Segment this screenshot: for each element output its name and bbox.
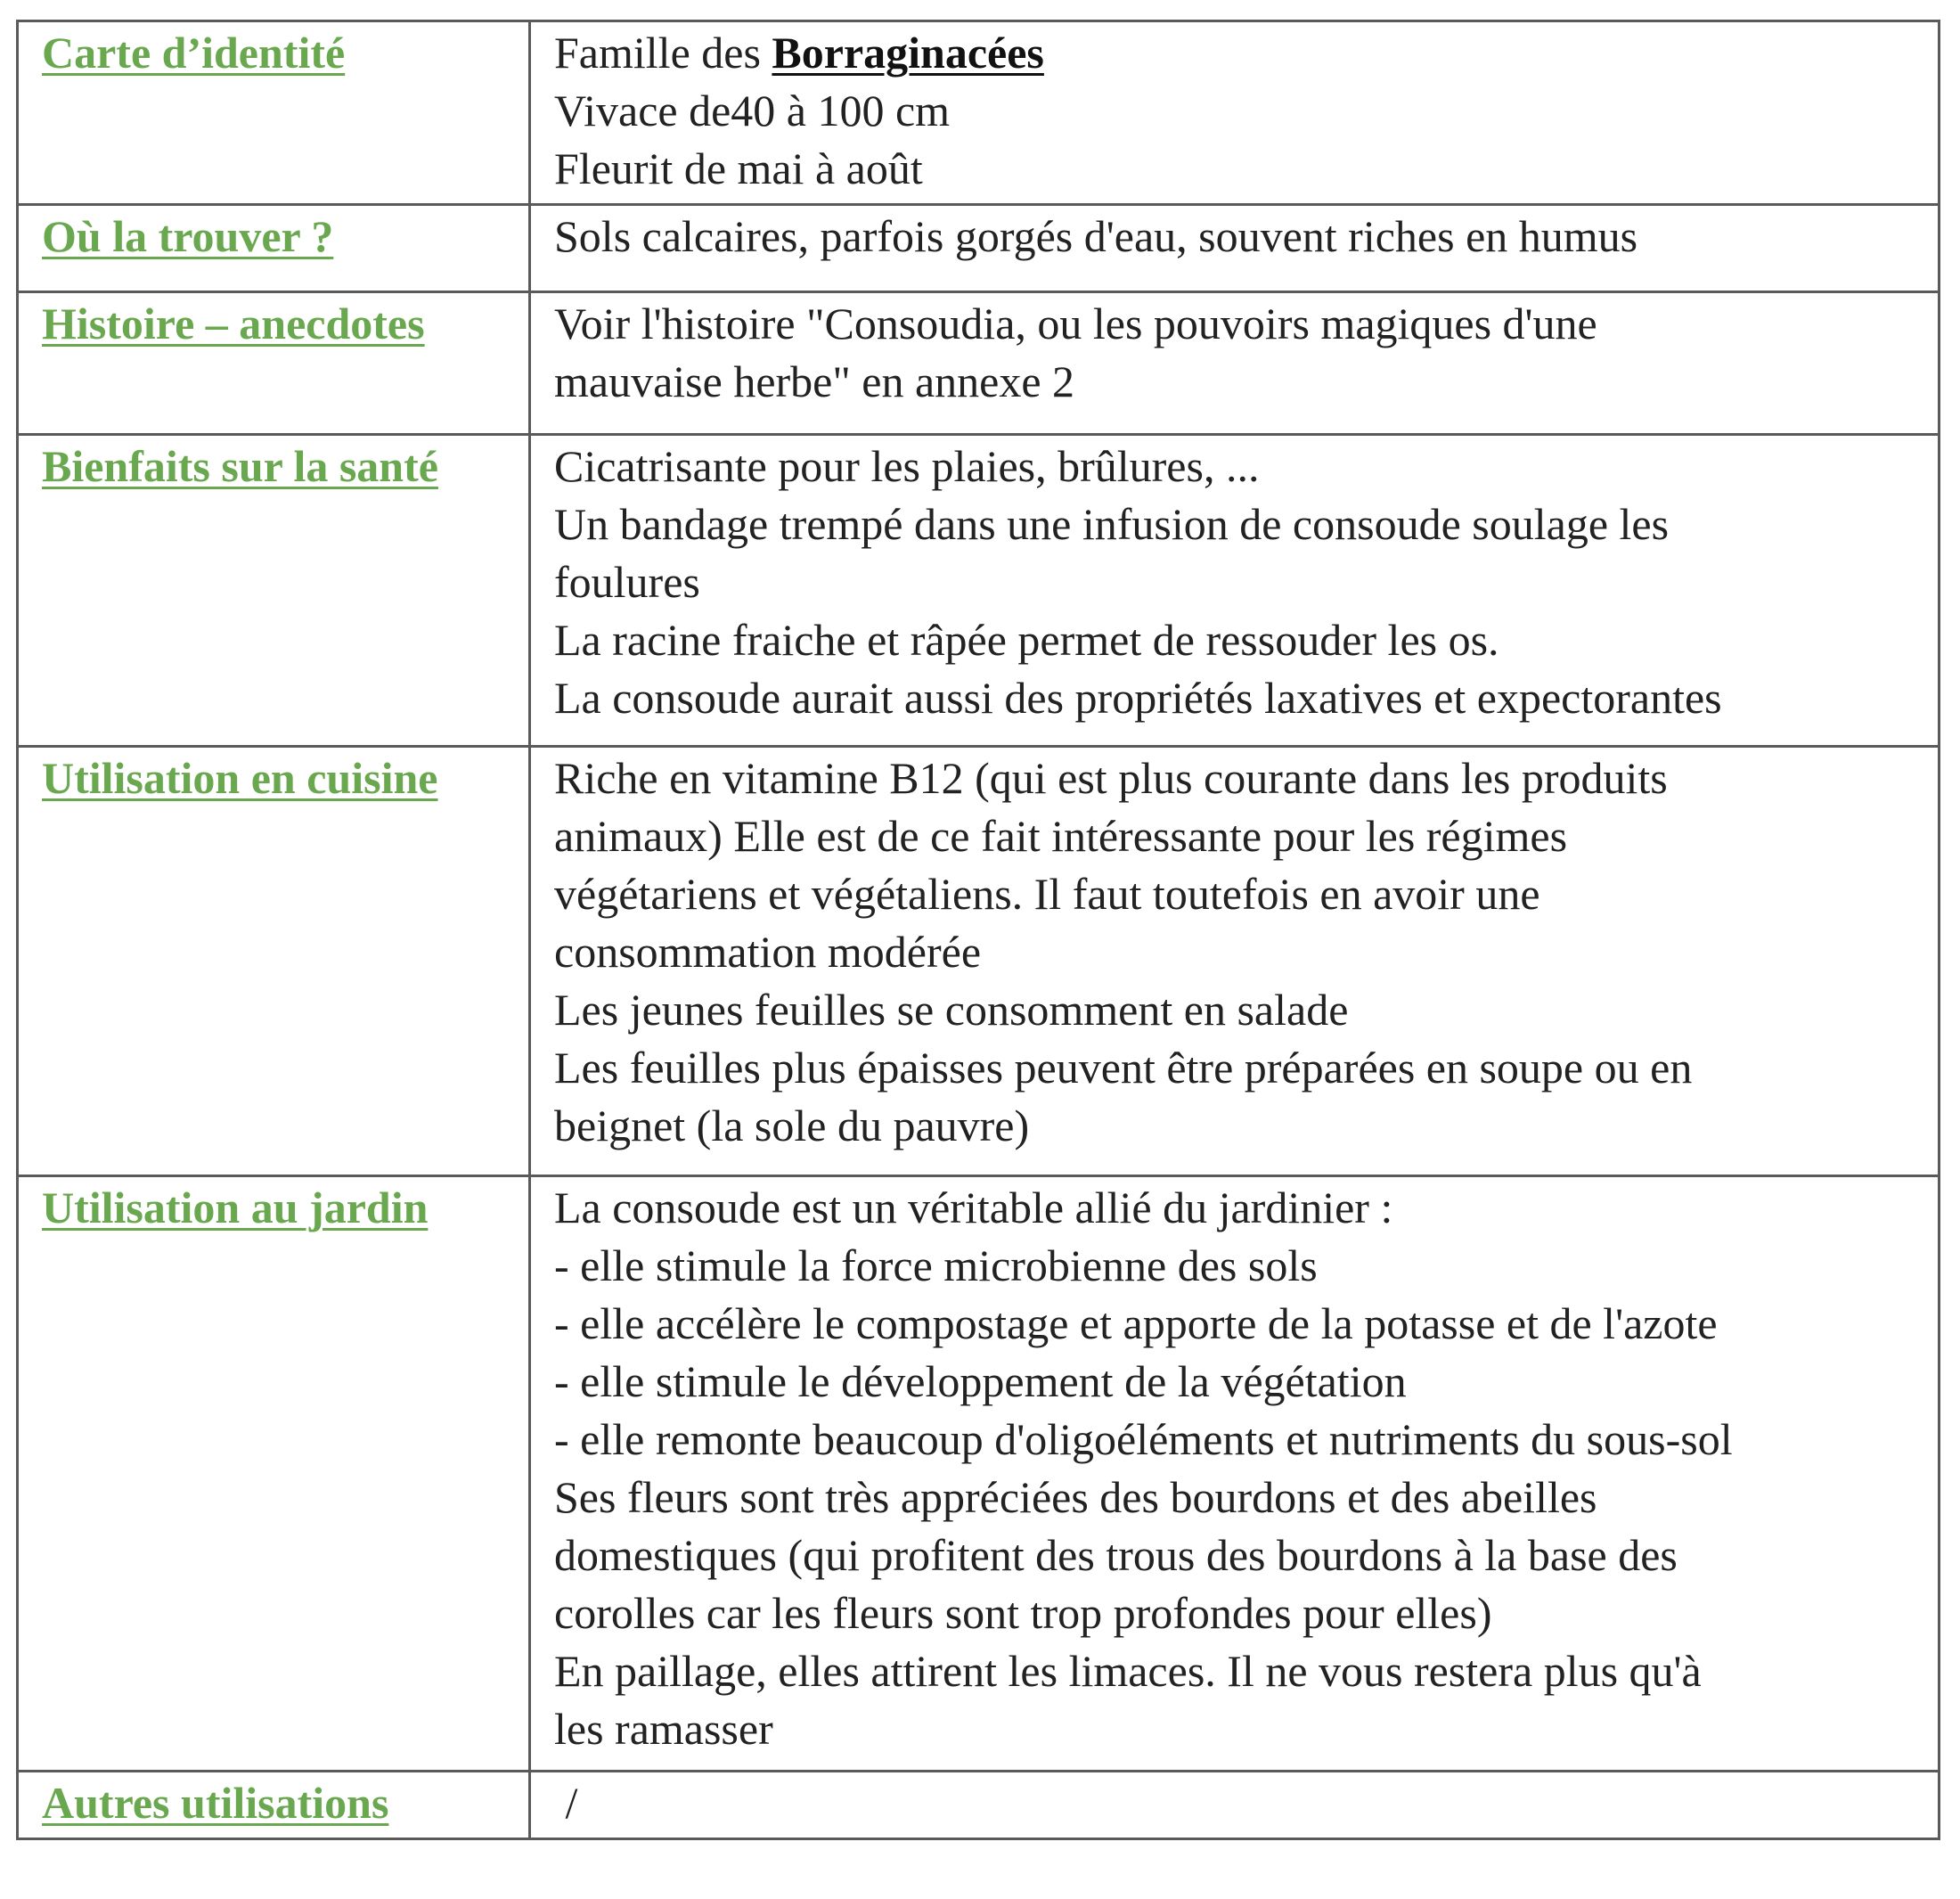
row-label: Autres utilisations: [42, 1778, 389, 1828]
row-label-cell: [18, 21, 530, 205]
row-content-cell: [530, 21, 1940, 205]
content-line: Ses fleurs sont très appréciées des bourdons et des abeilles: [554, 1472, 1597, 1522]
content-line: mauvaise herbe" en annexe 2: [554, 356, 1075, 406]
table-row: [18, 292, 1940, 435]
content-line: Cicatrisante pour les plaies, brûlures, ...: [554, 441, 1260, 491]
content-line: Vivace de40 à 100 cm: [554, 86, 951, 135]
table-body: [18, 21, 1940, 1839]
row-label-cell: [18, 747, 530, 1176]
row-content-cell: [530, 435, 1940, 747]
table-row: [18, 435, 1940, 747]
row-label: Bienfaits sur la santé: [42, 441, 438, 491]
content-line: - elle stimule la force microbienne des sols: [554, 1240, 1318, 1290]
content-line: domestiques (qui profitent des trous des bourdons à la base des: [554, 1530, 1678, 1580]
row-content-cell: [530, 1772, 1940, 1839]
row-label-cell: [18, 292, 530, 435]
row-content-cell: [530, 1176, 1940, 1772]
table-row: [18, 747, 1940, 1176]
content-line: /: [554, 1778, 578, 1828]
content-line: Un bandage trempé dans une infusion de consoude soulage les: [554, 499, 1670, 549]
row-label: Carte d’identité: [42, 28, 346, 78]
table-row: [18, 21, 1940, 205]
content-line: La consoude aurait aussi des propriétés laxatives et expectorantes: [554, 673, 1722, 723]
row-label-cell: [18, 1176, 530, 1772]
content-line: animaux) Elle est de ce fait intéressante pour les régimes: [554, 811, 1568, 861]
row-label-cell: [18, 205, 530, 292]
content-line: Sols calcaires, parfois gorgés d'eau, souvent riches en humus: [554, 211, 1638, 261]
content-line: Les feuilles plus épaisses peuvent être préparées en soupe ou en: [554, 1043, 1693, 1093]
family-name: Borraginacées: [772, 28, 1044, 78]
table-row: [18, 205, 1940, 292]
row-label: Utilisation en cuisine: [42, 753, 438, 803]
row-label: Où la trouver ?: [42, 211, 334, 261]
row-content-cell: [530, 205, 1940, 292]
content-line: foulures: [554, 557, 700, 607]
content-line: La racine fraiche et râpée permet de ressouder les os.: [554, 615, 1499, 665]
content-line: - elle remonte beaucoup d'oligoéléments et nutriments du sous-sol: [554, 1414, 1733, 1464]
content-line: consommation modérée: [554, 927, 982, 977]
table-row: [18, 1772, 1940, 1839]
content-line: Fleurit de mai à août: [554, 143, 923, 193]
content-line: Les jeunes feuilles se consomment en salade: [554, 985, 1349, 1035]
content-line: - elle stimule le développement de la végétation: [554, 1356, 1407, 1406]
content-line: [554, 24, 1920, 82]
table-row: [18, 1176, 1940, 1772]
content-line: - elle accélère le compostage et apporte de la potasse et de l'azote: [554, 1298, 1718, 1348]
content-line: les ramasser: [554, 1704, 773, 1754]
content-line: En paillage, elles attirent les limaces. Il ne vous restera plus qu'à: [554, 1646, 1702, 1696]
content-line: Voir l'histoire "Consoudia, ou les pouvoirs magiques d'une: [554, 299, 1597, 348]
row-label: Histoire – anecdotes: [42, 299, 425, 348]
row-content-cell: [530, 747, 1940, 1176]
content-line: Riche en vitamine B12 (qui est plus courante dans les produits: [554, 753, 1668, 803]
content-line: La consoude est un véritable allié du jardinier :: [554, 1183, 1393, 1232]
family-prefix: Famille des: [554, 28, 772, 78]
row-label: Utilisation au jardin: [42, 1183, 429, 1232]
row-content-cell: [530, 292, 1940, 435]
row-label-cell: [18, 1772, 530, 1839]
row-label-cell: [18, 435, 530, 747]
content-line: végétariens et végétaliens. Il faut toutefois en avoir une: [554, 869, 1540, 919]
content-line: beignet (la sole du pauvre): [554, 1101, 1030, 1150]
plant-info-table: [16, 20, 1940, 1840]
content-line: corolles car les fleurs sont trop profondes pour elles): [554, 1588, 1492, 1638]
